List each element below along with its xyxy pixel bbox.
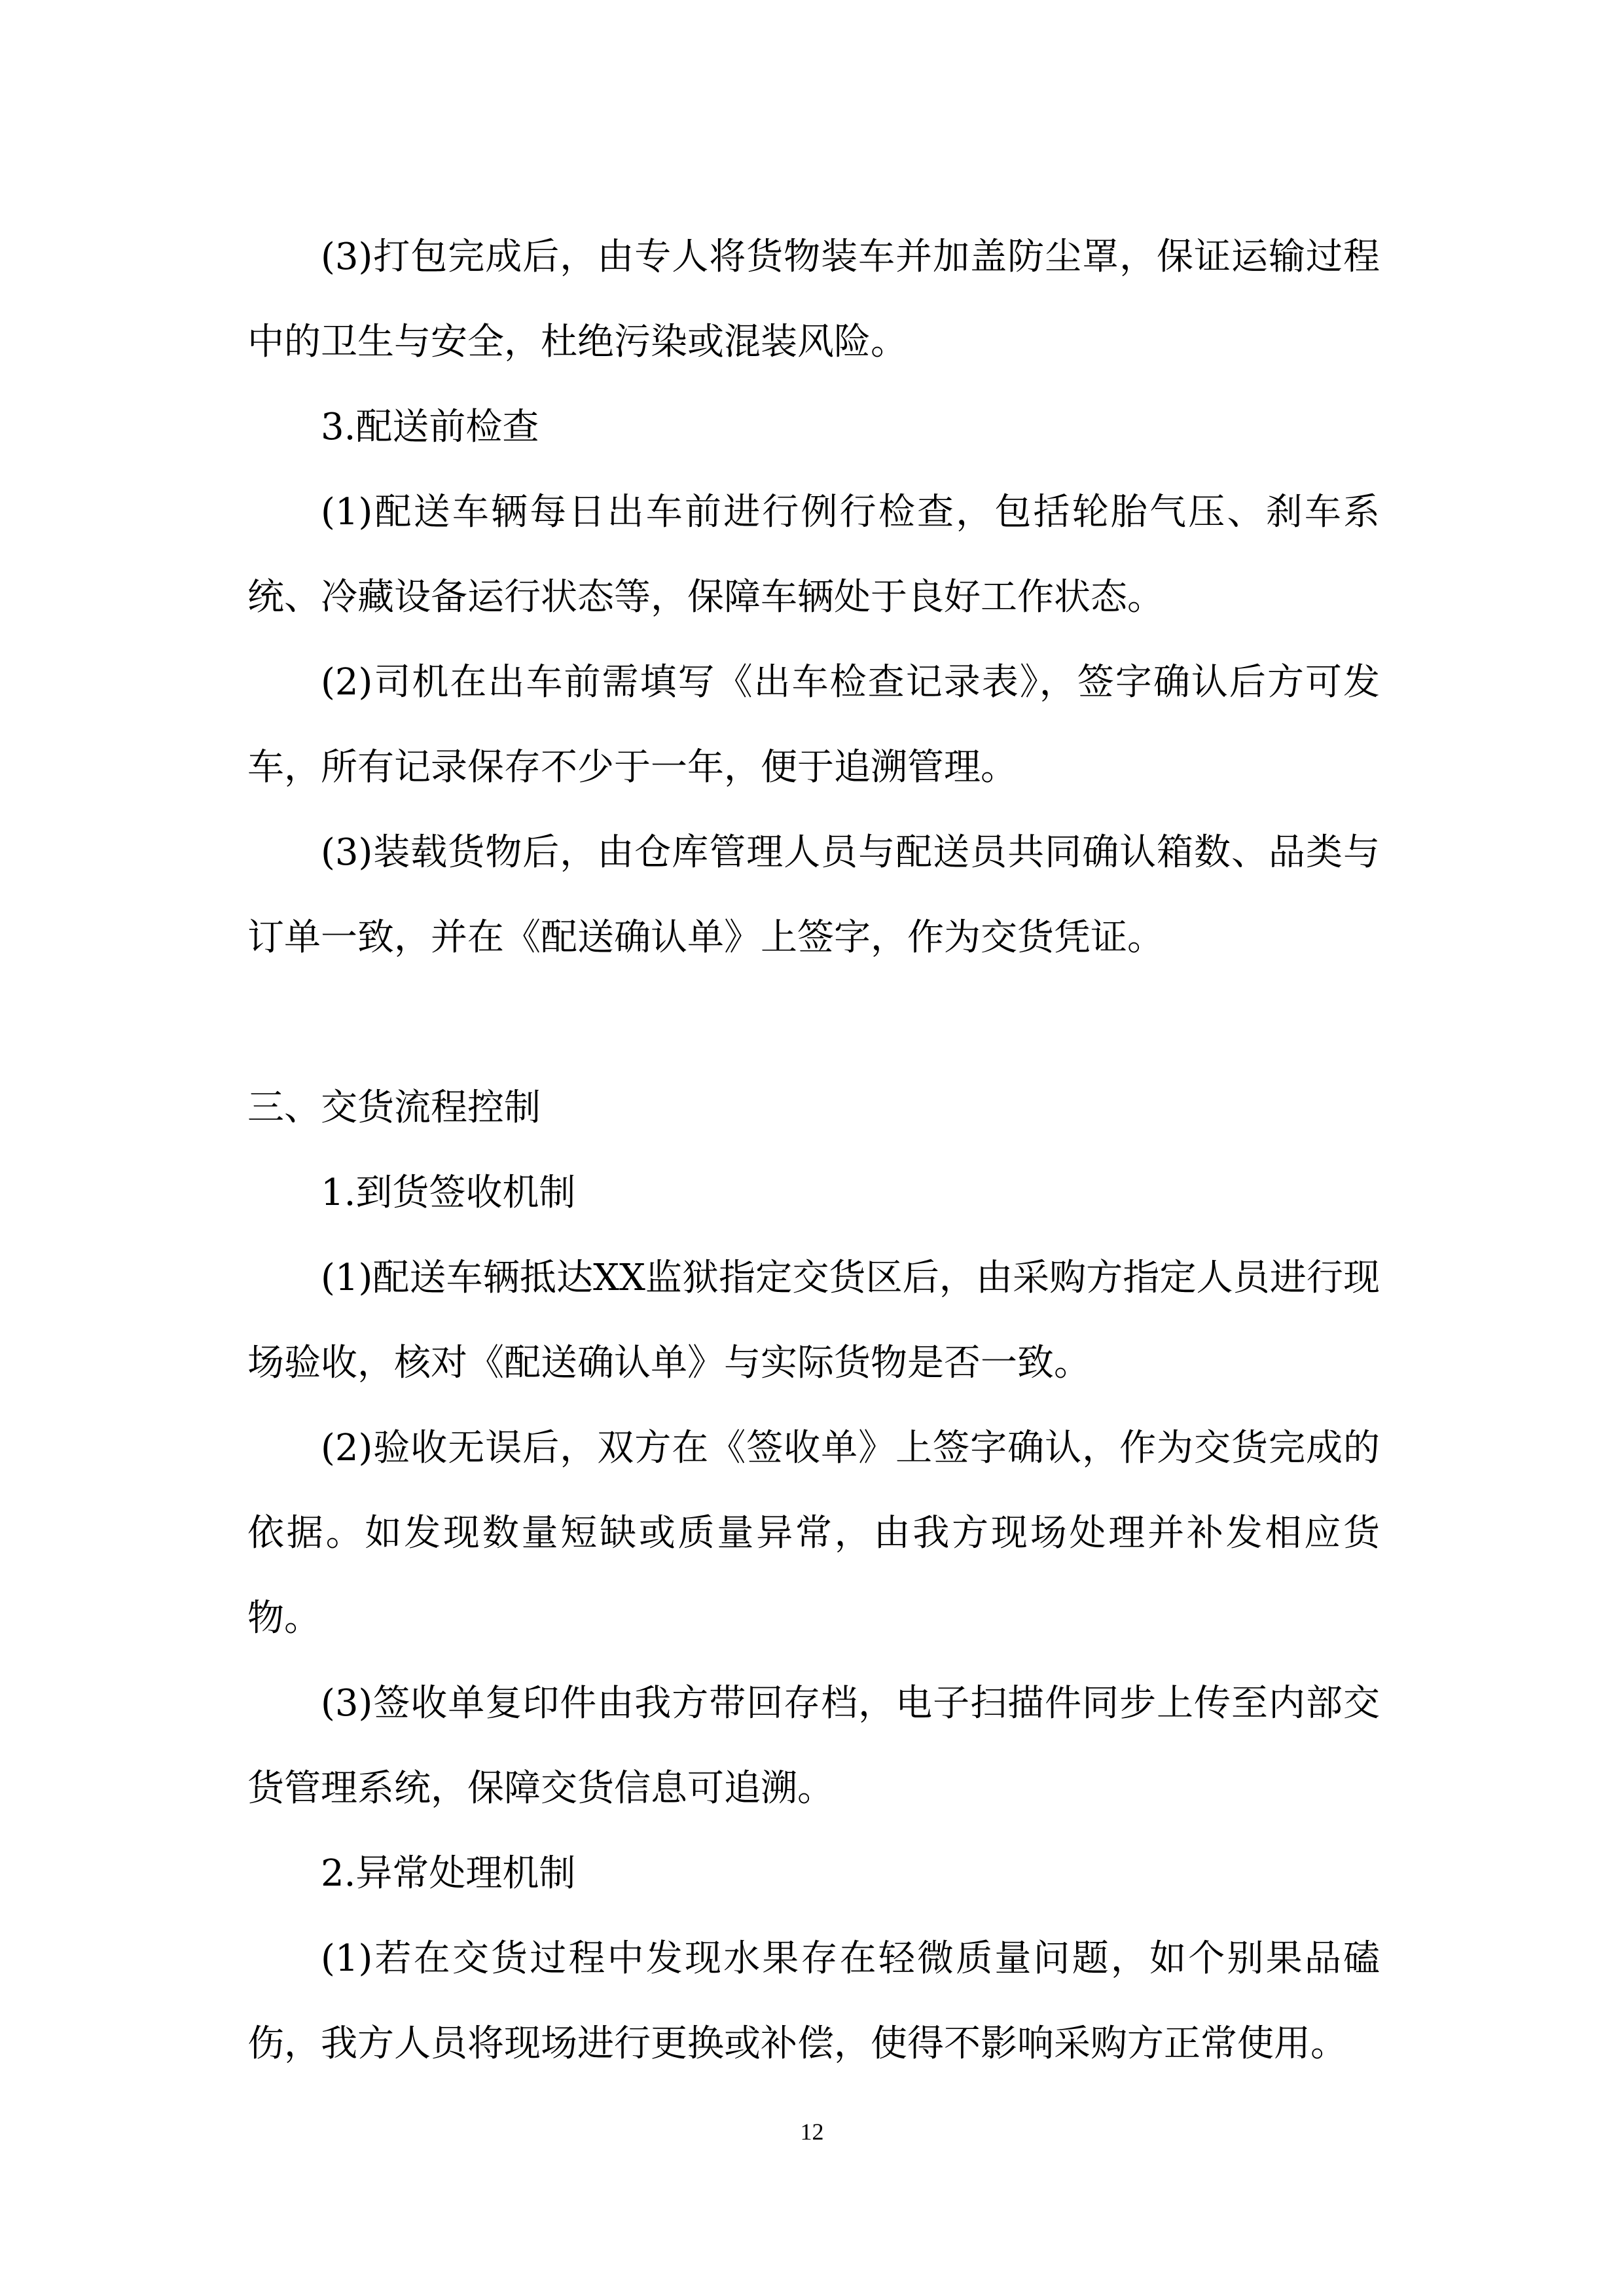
paragraph-exception-1: (1)若在交货过程中发现水果存在轻微质量问题，如个别果品磕伤，我方人员将现场进行更换或补偿，使得不影响采购方正常使用。 bbox=[247, 1937, 1380, 2065]
page-number: 12 bbox=[800, 2119, 824, 2145]
paragraph-receipt-3: (3)签收单复印件由我方带回存档，电子扫描件同步上传至内部交货管理系统，保障交货信息可追溯。 bbox=[247, 1682, 1380, 1810]
paragraph-vehicle-check-2: (2)司机在出车前需填写《出车检查记录表》，签字确认后方可发车，所有记录保存不少于一年，便于追溯管理。 bbox=[247, 661, 1380, 789]
section-heading-delivery-control: 三、交货流程控制 bbox=[247, 1086, 541, 1129]
paragraph-packing-step-3: (3)打包完成后，由专人将货物装车并加盖防尘罩，保证运输过程中的卫生与安全，杜绝污染或混装风险。 bbox=[247, 236, 1380, 363]
subheading-pre-delivery-check: 3.配送前检查 bbox=[321, 406, 539, 448]
subheading-receipt-mechanism: 1.到货签收机制 bbox=[321, 1172, 576, 1214]
paragraph-receipt-1: (1)配送车辆抵达XX监狱指定交货区后，由采购方指定人员进行现场验收，核对《配送确认单》与实际货物是否一致。 bbox=[247, 1257, 1380, 1384]
paragraph-receipt-2: (2)验收无误后，双方在《签收单》上签字确认，作为交货完成的依据。如发现数量短缺或质量异常，由我方现场处理并补发相应货物。 bbox=[247, 1427, 1380, 1640]
subheading-exception-handling: 2.异常处理机制 bbox=[321, 1852, 576, 1895]
document-body bbox=[247, 215, 1380, 2087]
paragraph-vehicle-check-1: (1)配送车辆每日出车前进行例行检查，包括轮胎气压、刹车系统、冷藏设备运行状态等，保障车辆处于良好工作状态。 bbox=[247, 491, 1380, 619]
paragraph-vehicle-check-3: (3)装载货物后，由仓库管理人员与配送员共同确认箱数、品类与订单一致，并在《配送确认单》上签字，作为交货凭证。 bbox=[247, 831, 1380, 959]
